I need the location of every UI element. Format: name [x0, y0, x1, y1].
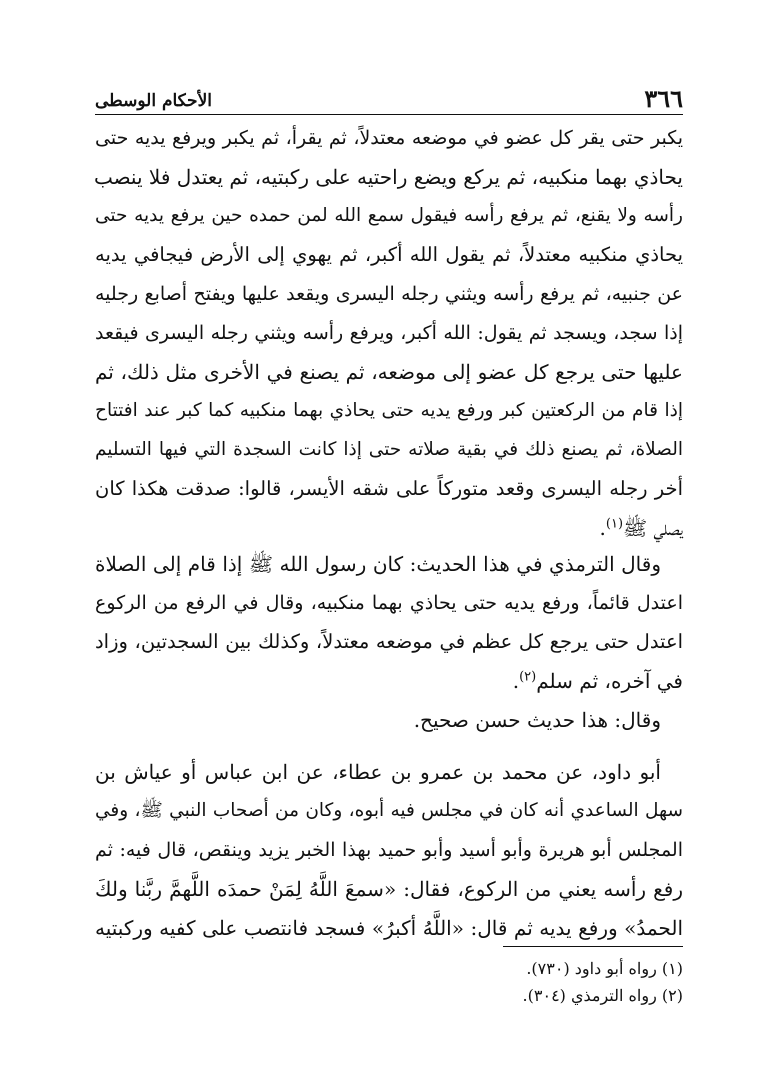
body-line: عليها حتى يرجع كل عضو إلى موضعه، ثم يصنع في الأخرى مثل ذلك، ثم: [95, 360, 683, 384]
body-line: المجلس أبو هريرة وأبو أسيد وأبو حميد بهذا الخبر يزيد وينقص، قال فيه: ثم: [95, 839, 683, 861]
running-title: الأحكام الوسطى: [95, 91, 212, 111]
body-line: يحاذي منكبيه معتدلاً، ثم يقول الله أكبر، ثم يهوي إلى الأرض فيجافي يديه: [95, 243, 683, 266]
body-line: يحاذي بهما منكبيه، ثم يركع ويضع راحتيه على ركبتيه، ثم يعتدل فلا ينصب: [93, 165, 683, 189]
body-line: عن جنبيه، ثم يرفع رأسه ويثني رجله اليسرى ويقعد عليها ويفتح أصابع رجليه: [95, 283, 683, 305]
body-line: إذا سجد، ويسجد ثم يقول: الله أكبر، ويرفع رأسه ويثني رجله اليسرى فيقعد: [95, 322, 683, 344]
body-line: الحمدُ» ورفع يديه ثم قال: «اللَّهُ أكبرُ» فسجد فانتصب على كفيه وركبتيه: [95, 916, 683, 940]
page-header: [95, 84, 683, 112]
body-line: اعتدل حتى يرجع كل عظم في موضعه معتدلاً، وكذلك بين السجدتين، وزاد: [95, 630, 683, 653]
footnote-rule: [503, 946, 683, 947]
body-line-end: [95, 667, 683, 695]
body-line-end: [95, 514, 683, 542]
body-line: أبو داود، عن محمد بن عمرو بن عطاء، عن ابن عباس أو عياش بن: [95, 760, 661, 784]
body-line: أخر رجله اليسرى وقعد متوركاً على شقه الأيسر، قالوا: صدقت هكذا كان: [95, 477, 683, 500]
footnote-ref-2[interactable]: (٢): [519, 669, 537, 685]
body-line: وقال الترمذي في هذا الحديث: كان رسول الله ﷺ إذا قام إلى الصلاة: [95, 552, 661, 576]
body-text: .: [599, 516, 606, 540]
body-text: يصلي ﷺ: [623, 516, 683, 540]
body-text: في آخره، ثم سلم: [536, 669, 683, 693]
body-line: يكبر حتى يقر كل عضو في موضعه معتدلاً، ثم يقرأ، ثم يكبر ويرفع يديه حتى: [95, 127, 683, 149]
body-line: إذا قام من الركعتين كبر ورفع يديه حتى يحاذي بهما منكبيه كما كبر عند افتتاح: [95, 400, 683, 421]
footnote-1: (١) رواه أبو داود (٧٣٠).: [526, 959, 683, 978]
footnote-2: (٢) رواه الترمذي (٣٠٤).: [522, 986, 683, 1005]
body-line: رأسه ولا يقنع، ثم يرفع رأسه فيقول سمع الله لمن حمده حين يرفع يديه حتى: [95, 205, 683, 226]
body-line: سهل الساعدي أنه كان في مجلس فيه أبوه، وكان من أصحاب النبي ﷺ، وفي: [95, 800, 683, 821]
page-number: ٣٦٦: [644, 84, 683, 113]
body-line: اعتدل قائماً، ورفع يديه حتى يحاذي بهما منكبيه، وقال في الرفع من الركوع: [95, 592, 683, 614]
body-line: الصلاة، ثم يصنع ذلك في بقية صلاته حتى إذا كانت السجدة التي فيها التسليم: [95, 439, 683, 460]
body-text: .: [512, 669, 520, 693]
body-line: وقال: هذا حديث حسن صحيح.: [413, 708, 661, 732]
header-rule: [95, 114, 683, 115]
body-line: رفع رأسه يعني من الركوع، فقال: «سمعَ اللَّهُ لِمَنْ حمدَه اللَّهمَّ ربَّنا ولكَ: [95, 877, 683, 901]
footnote-ref-1[interactable]: (١): [605, 516, 624, 532]
